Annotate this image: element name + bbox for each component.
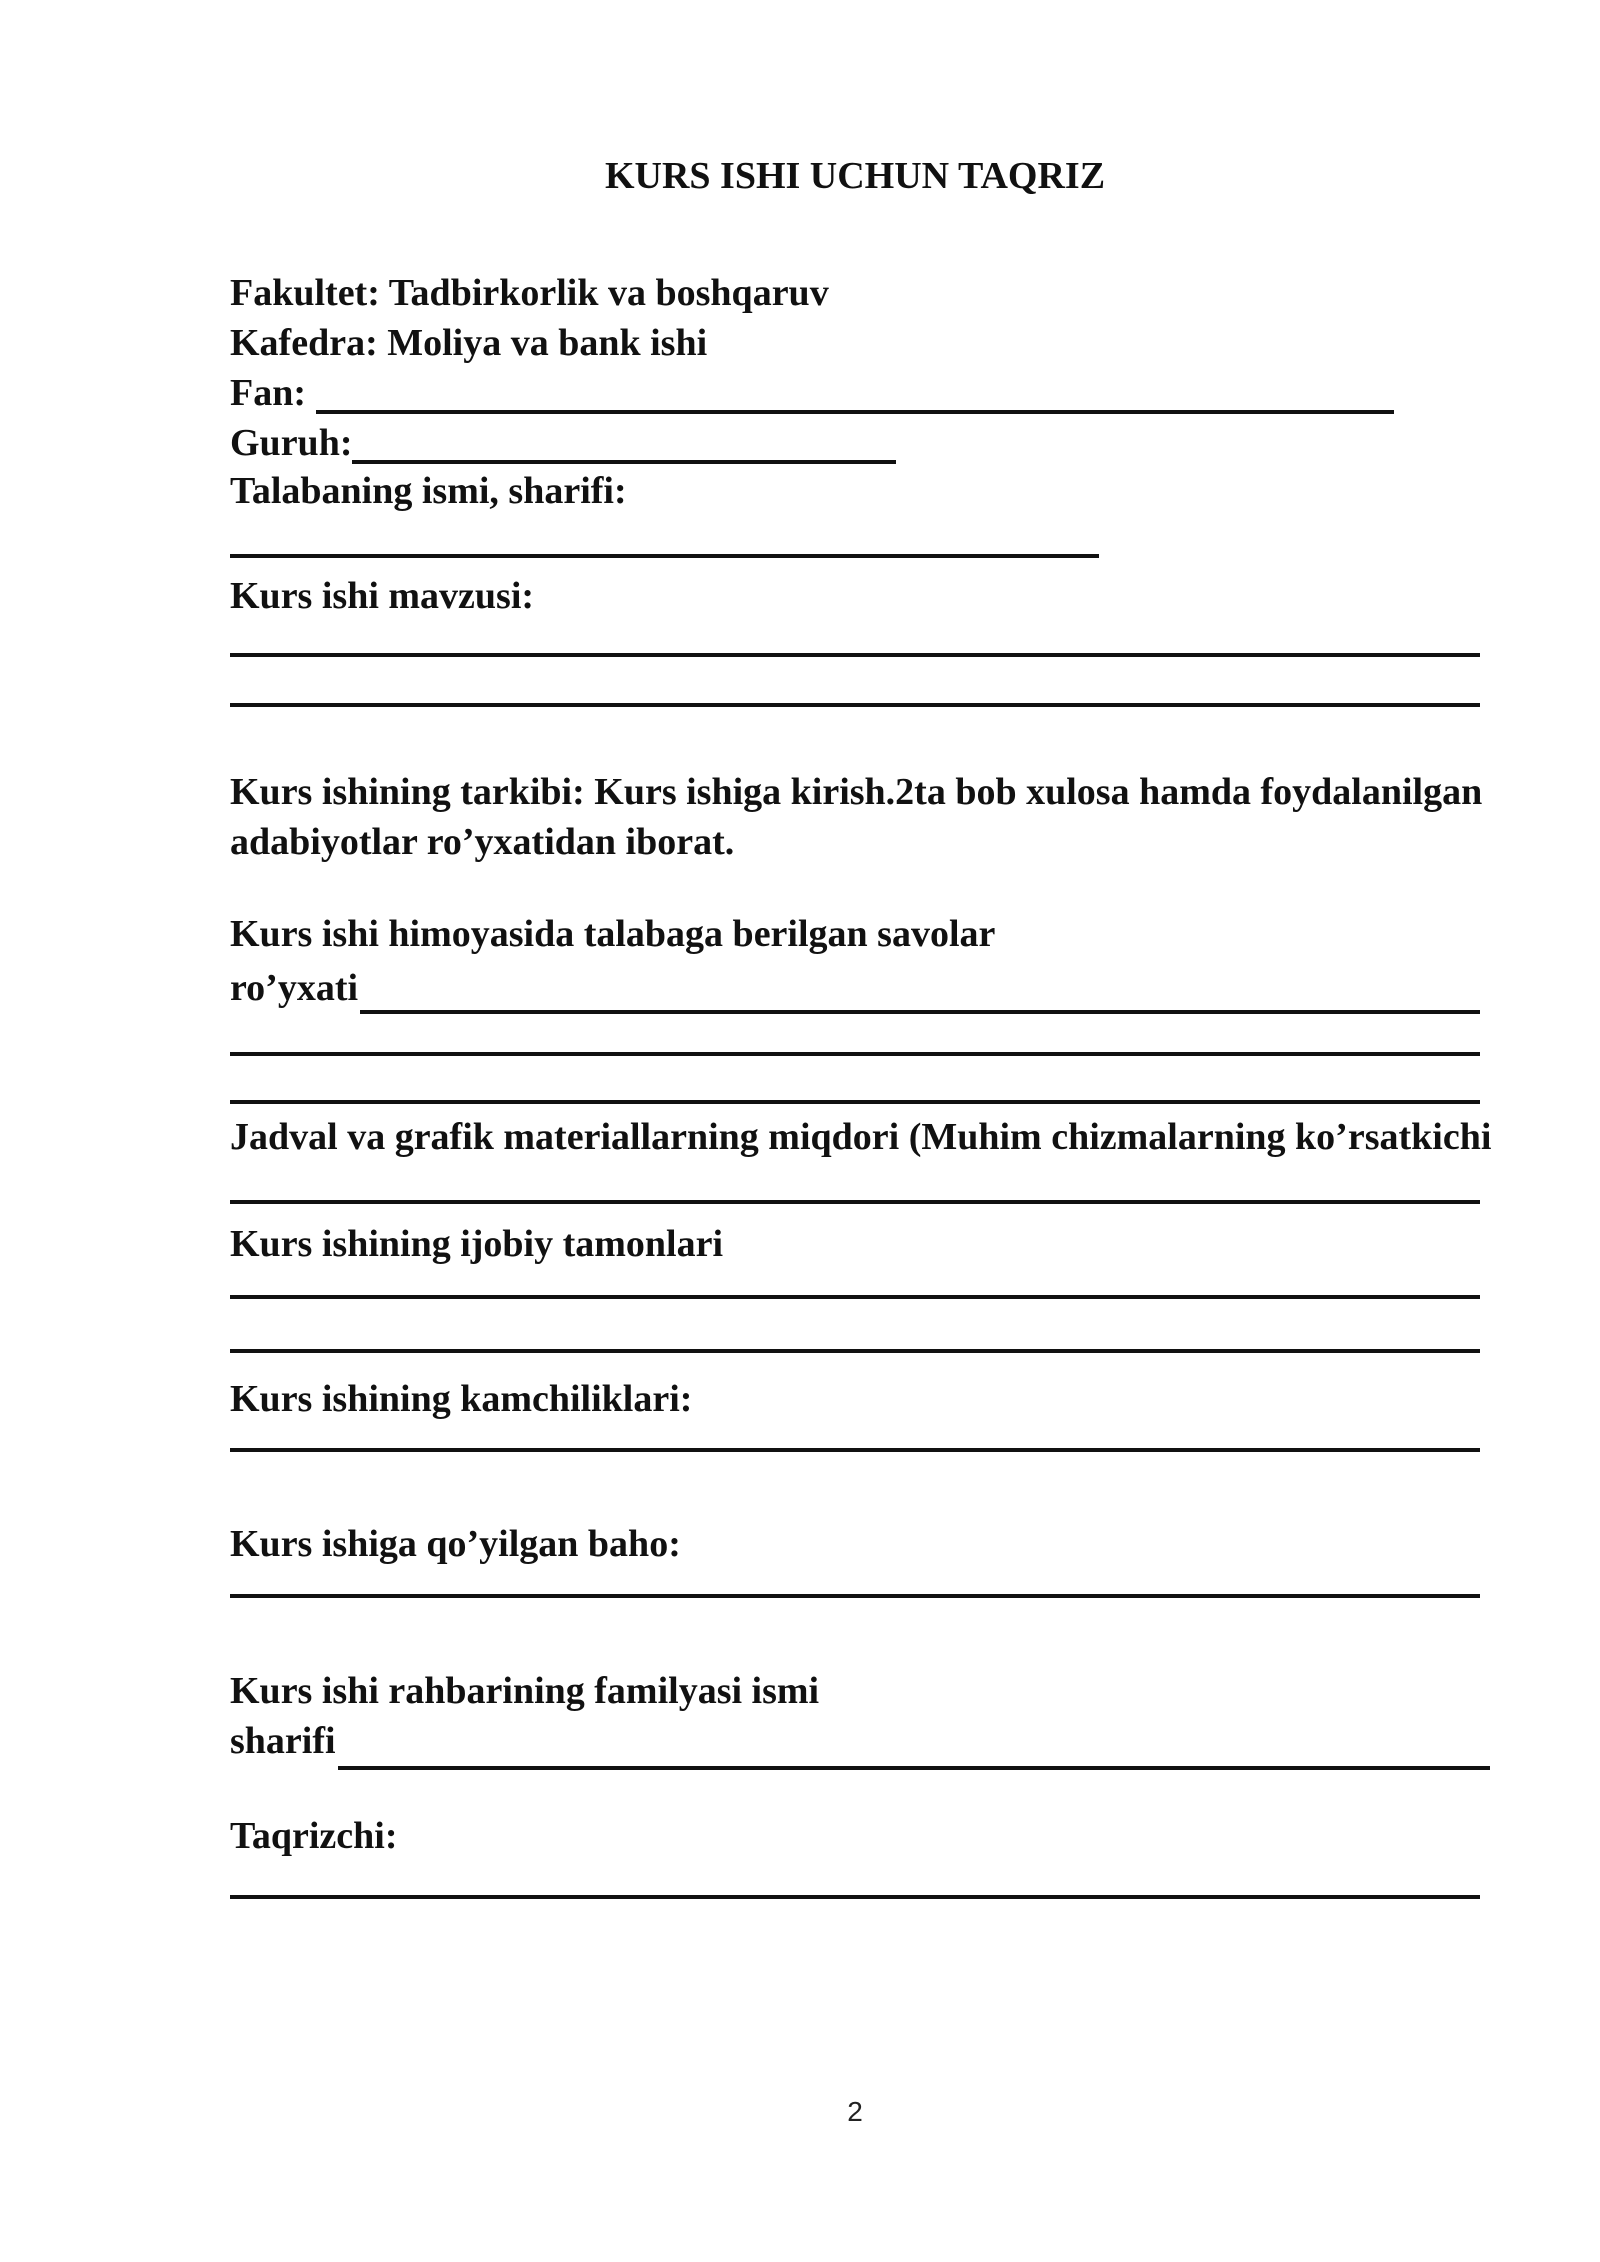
kafedra-value: Moliya va bank ishi xyxy=(387,322,708,364)
savollar-line-1: Kurs ishi himoyasida talabaga berilgan savolar xyxy=(230,913,996,955)
savollar-fill-line-3 xyxy=(230,1100,1480,1104)
kafedra-label: Kafedra: xyxy=(230,322,378,364)
fan-label: Fan: xyxy=(230,372,306,414)
ijobiy-fill-line-1 xyxy=(230,1295,1480,1299)
baho-fill-line xyxy=(230,1594,1480,1598)
kamchilik-fill-line xyxy=(230,1448,1480,1452)
page-number: 2 xyxy=(847,2096,863,2127)
baho-label: Kurs ishiga qo’yilgan baho: xyxy=(230,1523,681,1565)
guruh-fill-line xyxy=(352,460,896,464)
taqrizchi-label: Taqrizchi: xyxy=(230,1815,398,1857)
rahbar-line-1: Kurs ishi rahbarining familyasi ismi xyxy=(230,1670,820,1712)
ijobiy-label: Kurs ishining ijobiy tamonlari xyxy=(230,1223,724,1265)
jadval-label: Jadval va grafik materiallarning miqdori (Muhim chizmalarning ko’rsatkichi xyxy=(230,1116,1492,1158)
savollar-line-2: ro’yxati xyxy=(230,967,359,1009)
ijobiy-fill-line-2 xyxy=(230,1349,1480,1353)
mavzu-fill-line-1 xyxy=(230,653,1480,657)
guruh-label: Guruh: xyxy=(230,422,353,464)
tarkib-line-1: Kurs ishining tarkibi: Kurs ishiga kirish.2ta bob xulosa hamda foydalanilgan xyxy=(230,771,1483,813)
talaba-label: Talabaning ismi, sharifi: xyxy=(230,470,627,512)
savollar-fill-line-1 xyxy=(360,1010,1480,1014)
rahbar-fill-line xyxy=(338,1766,1490,1770)
fakultet-value: Tadbirkorlik va boshqaruv xyxy=(388,272,829,314)
talaba-fill-line xyxy=(230,554,1099,558)
field-fakultet xyxy=(230,268,829,318)
taqrizchi-fill-line xyxy=(230,1895,1480,1899)
fakultet-label: Fakultet: xyxy=(230,272,380,314)
mavzu-fill-line-2 xyxy=(230,703,1480,707)
savollar-fill-line-2 xyxy=(230,1052,1480,1056)
kamchilik-label: Kurs ishining kamchiliklari: xyxy=(230,1378,693,1420)
page-title: KURS ISHI UCHUN TAQRIZ xyxy=(604,155,1106,197)
jadval-fill-line xyxy=(230,1200,1480,1204)
tarkib-line-2: adabiyotlar ro’yxatidan iborat. xyxy=(230,821,735,863)
fan-fill-line xyxy=(316,410,1394,414)
rahbar-line-2: sharifi xyxy=(230,1720,336,1762)
field-kafedra xyxy=(230,318,707,368)
mavzu-label: Kurs ishi mavzusi: xyxy=(230,575,535,617)
